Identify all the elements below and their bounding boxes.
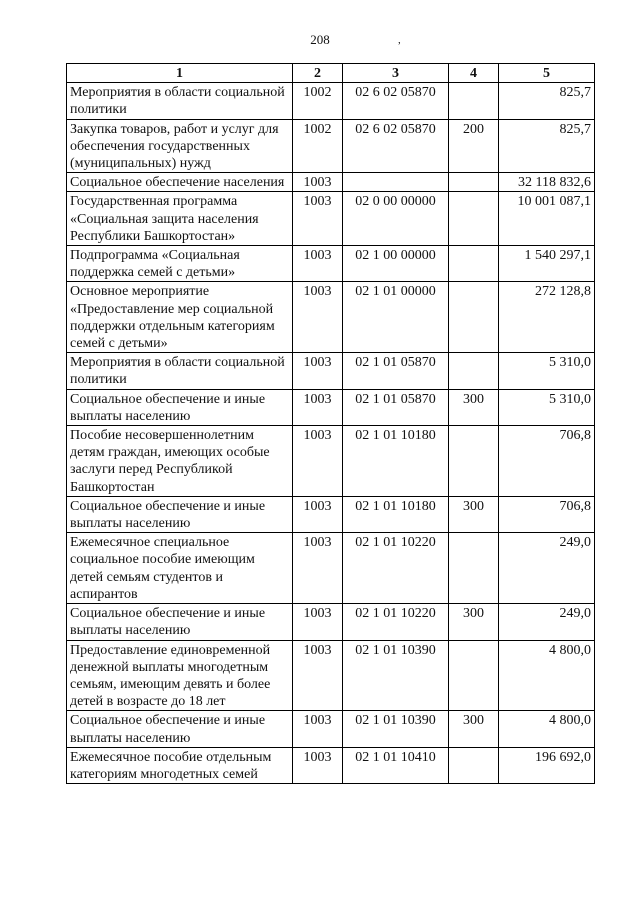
item-name: Государственная программа «Социальная защита населения Республики Башкортостан» bbox=[67, 192, 293, 246]
header-col-5: 5 bbox=[499, 64, 595, 83]
header-col-1: 1 bbox=[67, 64, 293, 83]
item-name: Закупка товаров, работ и услуг для обеспечения государственных (муниципальных) нужд bbox=[67, 119, 293, 173]
section-code: 1003 bbox=[293, 711, 343, 747]
target-article-code: 02 0 00 00000 bbox=[343, 192, 449, 246]
section-code: 1003 bbox=[293, 282, 343, 353]
item-name: Социальное обеспечение и иные выплаты населению bbox=[67, 604, 293, 640]
table-row bbox=[67, 282, 595, 353]
table-row bbox=[67, 246, 595, 282]
target-article-code: 02 1 01 10410 bbox=[343, 747, 449, 783]
target-article-code: 02 1 01 05870 bbox=[343, 353, 449, 389]
amount: 196 692,0 bbox=[499, 747, 595, 783]
item-name: Подпрограмма «Социальная поддержка семей с детьми» bbox=[67, 246, 293, 282]
amount: 825,7 bbox=[499, 119, 595, 173]
amount: 272 128,8 bbox=[499, 282, 595, 353]
section-code: 1003 bbox=[293, 747, 343, 783]
header-col-3: 3 bbox=[343, 64, 449, 83]
table-row bbox=[67, 389, 595, 425]
page-number: 208 bbox=[310, 32, 330, 47]
table-row bbox=[67, 640, 595, 711]
section-code: 1002 bbox=[293, 83, 343, 119]
table-row bbox=[67, 426, 595, 497]
table-row bbox=[67, 533, 595, 604]
item-name: Ежемесячное пособие отдельным категориям многодетных семей bbox=[67, 747, 293, 783]
item-name: Социальное обеспечение и иные выплаты населению bbox=[67, 389, 293, 425]
amount: 10 001 087,1 bbox=[499, 192, 595, 246]
item-name: Пособие несовершеннолетним детям граждан, имеющих особые заслуги перед Республикой Башкортостан bbox=[67, 426, 293, 497]
expense-type-code bbox=[449, 192, 499, 246]
amount: 32 118 832,6 bbox=[499, 173, 595, 192]
section-code: 1003 bbox=[293, 604, 343, 640]
expense-type-code bbox=[449, 282, 499, 353]
table-row bbox=[67, 747, 595, 783]
expense-type-code: 300 bbox=[449, 604, 499, 640]
section-code: 1003 bbox=[293, 192, 343, 246]
item-name: Предоставление единовременной денежной выплаты многодетным семьям, имеющим девять и более детей в возрасте до 18 лет bbox=[67, 640, 293, 711]
target-article-code: 02 6 02 05870 bbox=[343, 119, 449, 173]
target-article-code: 02 1 01 10180 bbox=[343, 496, 449, 532]
target-article-code: 02 1 01 10220 bbox=[343, 604, 449, 640]
amount: 249,0 bbox=[499, 604, 595, 640]
amount: 4 800,0 bbox=[499, 640, 595, 711]
table-row bbox=[67, 119, 595, 173]
expense-type-code: 300 bbox=[449, 389, 499, 425]
item-name: Ежемесячное специальное социальное пособие имеющим детей семьям студентов и аспирантов bbox=[67, 533, 293, 604]
section-code: 1003 bbox=[293, 246, 343, 282]
table-row bbox=[67, 496, 595, 532]
target-article-code: 02 1 01 10390 bbox=[343, 711, 449, 747]
item-name: Мероприятия в области социальной политики bbox=[67, 353, 293, 389]
header-row bbox=[67, 64, 595, 83]
expense-type-code bbox=[449, 83, 499, 119]
expense-type-code bbox=[449, 426, 499, 497]
target-article-code: 02 1 01 10220 bbox=[343, 533, 449, 604]
table-row bbox=[67, 604, 595, 640]
section-code: 1003 bbox=[293, 426, 343, 497]
section-code: 1003 bbox=[293, 389, 343, 425]
amount: 1 540 297,1 bbox=[499, 246, 595, 282]
target-article-code: 02 6 02 05870 bbox=[343, 83, 449, 119]
table-row bbox=[67, 192, 595, 246]
amount: 5 310,0 bbox=[499, 353, 595, 389]
expense-type-code bbox=[449, 246, 499, 282]
section-code: 1003 bbox=[293, 173, 343, 192]
amount: 825,7 bbox=[499, 83, 595, 119]
target-article-code: 02 1 00 00000 bbox=[343, 246, 449, 282]
target-article-code bbox=[343, 173, 449, 192]
amount: 249,0 bbox=[499, 533, 595, 604]
table-row bbox=[67, 83, 595, 119]
expense-type-code bbox=[449, 640, 499, 711]
item-name: Социальное обеспечение населения bbox=[67, 173, 293, 192]
stray-mark: , bbox=[398, 34, 401, 46]
expense-type-code: 300 bbox=[449, 496, 499, 532]
expense-type-code: 200 bbox=[449, 119, 499, 173]
expense-type-code bbox=[449, 173, 499, 192]
expense-type-code: 300 bbox=[449, 711, 499, 747]
section-code: 1003 bbox=[293, 496, 343, 532]
amount: 4 800,0 bbox=[499, 711, 595, 747]
target-article-code: 02 1 01 10390 bbox=[343, 640, 449, 711]
amount: 706,8 bbox=[499, 426, 595, 497]
table-row bbox=[67, 711, 595, 747]
item-name: Мероприятия в области социальной политики bbox=[67, 83, 293, 119]
section-code: 1003 bbox=[293, 533, 343, 604]
table-body bbox=[67, 83, 595, 784]
item-name: Социальное обеспечение и иные выплаты населению bbox=[67, 711, 293, 747]
target-article-code: 02 1 01 10180 bbox=[343, 426, 449, 497]
header-col-4: 4 bbox=[449, 64, 499, 83]
target-article-code: 02 1 01 00000 bbox=[343, 282, 449, 353]
target-article-code: 02 1 01 05870 bbox=[343, 389, 449, 425]
item-name: Социальное обеспечение и иные выплаты населению bbox=[67, 496, 293, 532]
item-name: Основное мероприятие «Предоставление мер социальной поддержки отдельным категориям семей с детьми» bbox=[67, 282, 293, 353]
expense-type-code bbox=[449, 533, 499, 604]
header-col-2: 2 bbox=[293, 64, 343, 83]
amount: 5 310,0 bbox=[499, 389, 595, 425]
section-code: 1003 bbox=[293, 353, 343, 389]
budget-table bbox=[66, 63, 595, 784]
table-row bbox=[67, 173, 595, 192]
table-row bbox=[67, 353, 595, 389]
section-code: 1002 bbox=[293, 119, 343, 173]
section-code: 1003 bbox=[293, 640, 343, 711]
expense-type-code bbox=[449, 353, 499, 389]
expense-type-code bbox=[449, 747, 499, 783]
amount: 706,8 bbox=[499, 496, 595, 532]
